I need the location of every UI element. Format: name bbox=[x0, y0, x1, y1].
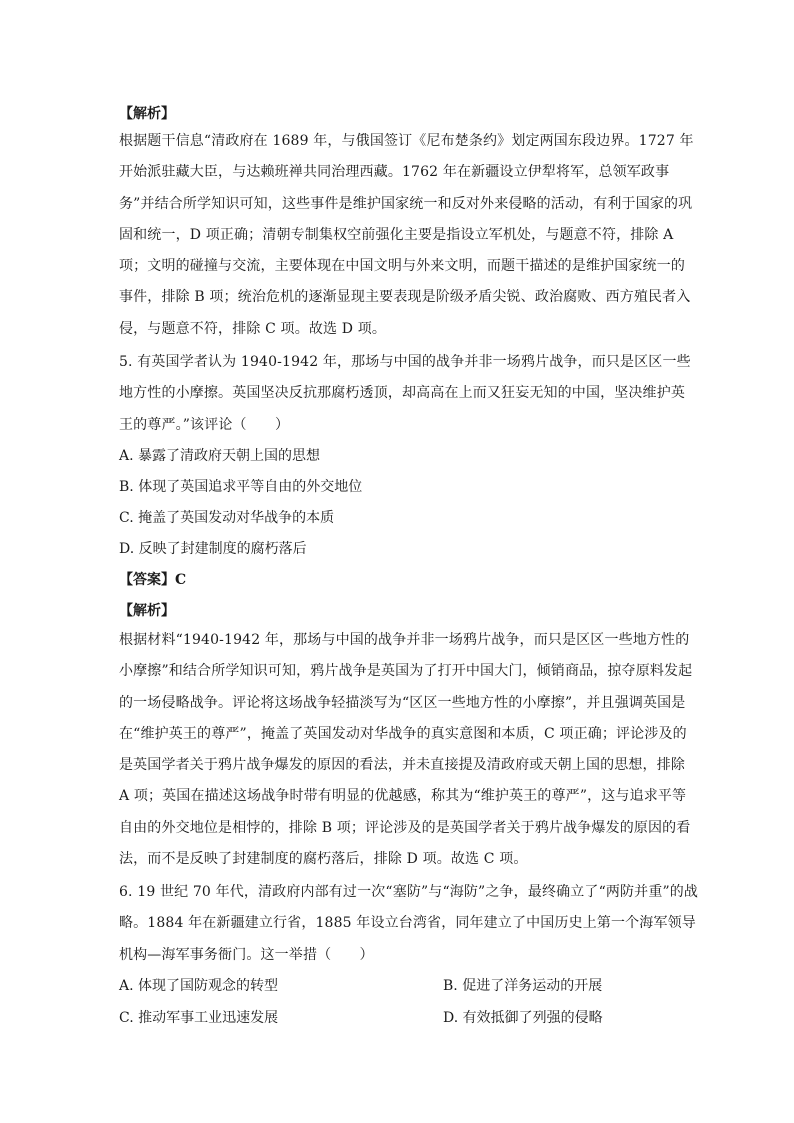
question-5-option-c: C. 掩盖了英国发动对华战争的本质 bbox=[119, 510, 335, 526]
answer-label: 【答案】C bbox=[119, 572, 187, 588]
analysis-heading: 【解析】 bbox=[119, 106, 175, 122]
analysis-heading-5: 【解析】 bbox=[119, 603, 175, 619]
analysis-paragraph: 根据题干信息“清政府在 1689 年，与俄国签订《尼布楚条约》划定两国东段边界。1727 年开始派驻藏大臣，与达赖班禅共同治理西藏。1762 年在新疆设立伊犁将军，总领军政事务”并结合所学知识可知，这些事件是维护国家统一和反对外来侵略的活动，有利于国家的巩固和统一，D 项正确；清朝专制集权空前强化主要是指设立军机处，与题意不符，排除 A 项；文明的碰撞与交流，主要体现在中国文明与外来文明，而题干描述的是维护国家统一的事件，排除 B 项；统治危机的逐渐显现主要表现是阶级矛盾尖锐、政治腐败、西方殖民者入侵，与题意不符，排除 C 项。故选 D 项。 bbox=[119, 133, 694, 337]
question-6-option-c: C. 推动军事工业迅速发展 bbox=[119, 1010, 279, 1026]
question-6-stem: 6. 19 世纪 70 年代，清政府内部有过一次“塞防”与“海防”之争，最终确立了“两防并重”的战略。1884 年在新疆建立行省，1885 年设立台湾省，同年建立了中国历史上第一个海军领导机构—海军事务衙门。这一举措（ ） bbox=[119, 884, 699, 963]
question-6-option-b: B. 促进了洋务运动的开展 bbox=[443, 978, 603, 994]
question-5-option-a: A. 暴露了清政府天朝上国的思想 bbox=[119, 448, 321, 464]
question-5-analysis: 根据材料“1940-1942 年，那场与中国的战争并非一场鸦片战争，而只是区区一些地方性的小摩擦”和结合所学知识可知，鸦片战争是英国为了打开中国大门，倾销商品，掠夺原料发起的一场侵略战争。评论将这场战争轻描淡写为“区区一些地方性的小摩擦”，并且强调英国是在“维护英王的尊严”，掩盖了英国发动对华战争的真实意图和本质，C 项正确；评论涉及的是英国学者关于鸦片战争爆发的原因的看法，并未直接提及清政府或天朝上国的思想，排除 A 项；英国在描述这场战争时带有明显的优越感，称其为“维护英王的尊严”，这与追求平等自由的外交地位是相悖的，排除 B 项；评论涉及的是英国学者关于鸦片战争爆发的原因的看法，而不是反映了封建制度的腐朽落后，排除 D 项。故选 C 项。 bbox=[119, 632, 693, 868]
question-6-option-d: D. 有效抵御了列强的侵略 bbox=[443, 1010, 603, 1026]
question-6-option-a: A. 体现了国防观念的转型 bbox=[119, 978, 279, 994]
question-5-option-b: B. 体现了英国追求平等自由的外交地位 bbox=[119, 479, 363, 495]
question-5-stem: 5. 有英国学者认为 1940-1942 年，那场与中国的战争并非一场鸦片战争，而只是区区一些地方性的小摩擦。英国坚决反抗那腐朽透顶，却高高在上而又狂妄无知的中国，坚决维护英王的尊严。”该评论（ ） bbox=[119, 354, 691, 433]
question-5-option-d: D. 反映了封建制度的腐朽落后 bbox=[119, 541, 307, 557]
